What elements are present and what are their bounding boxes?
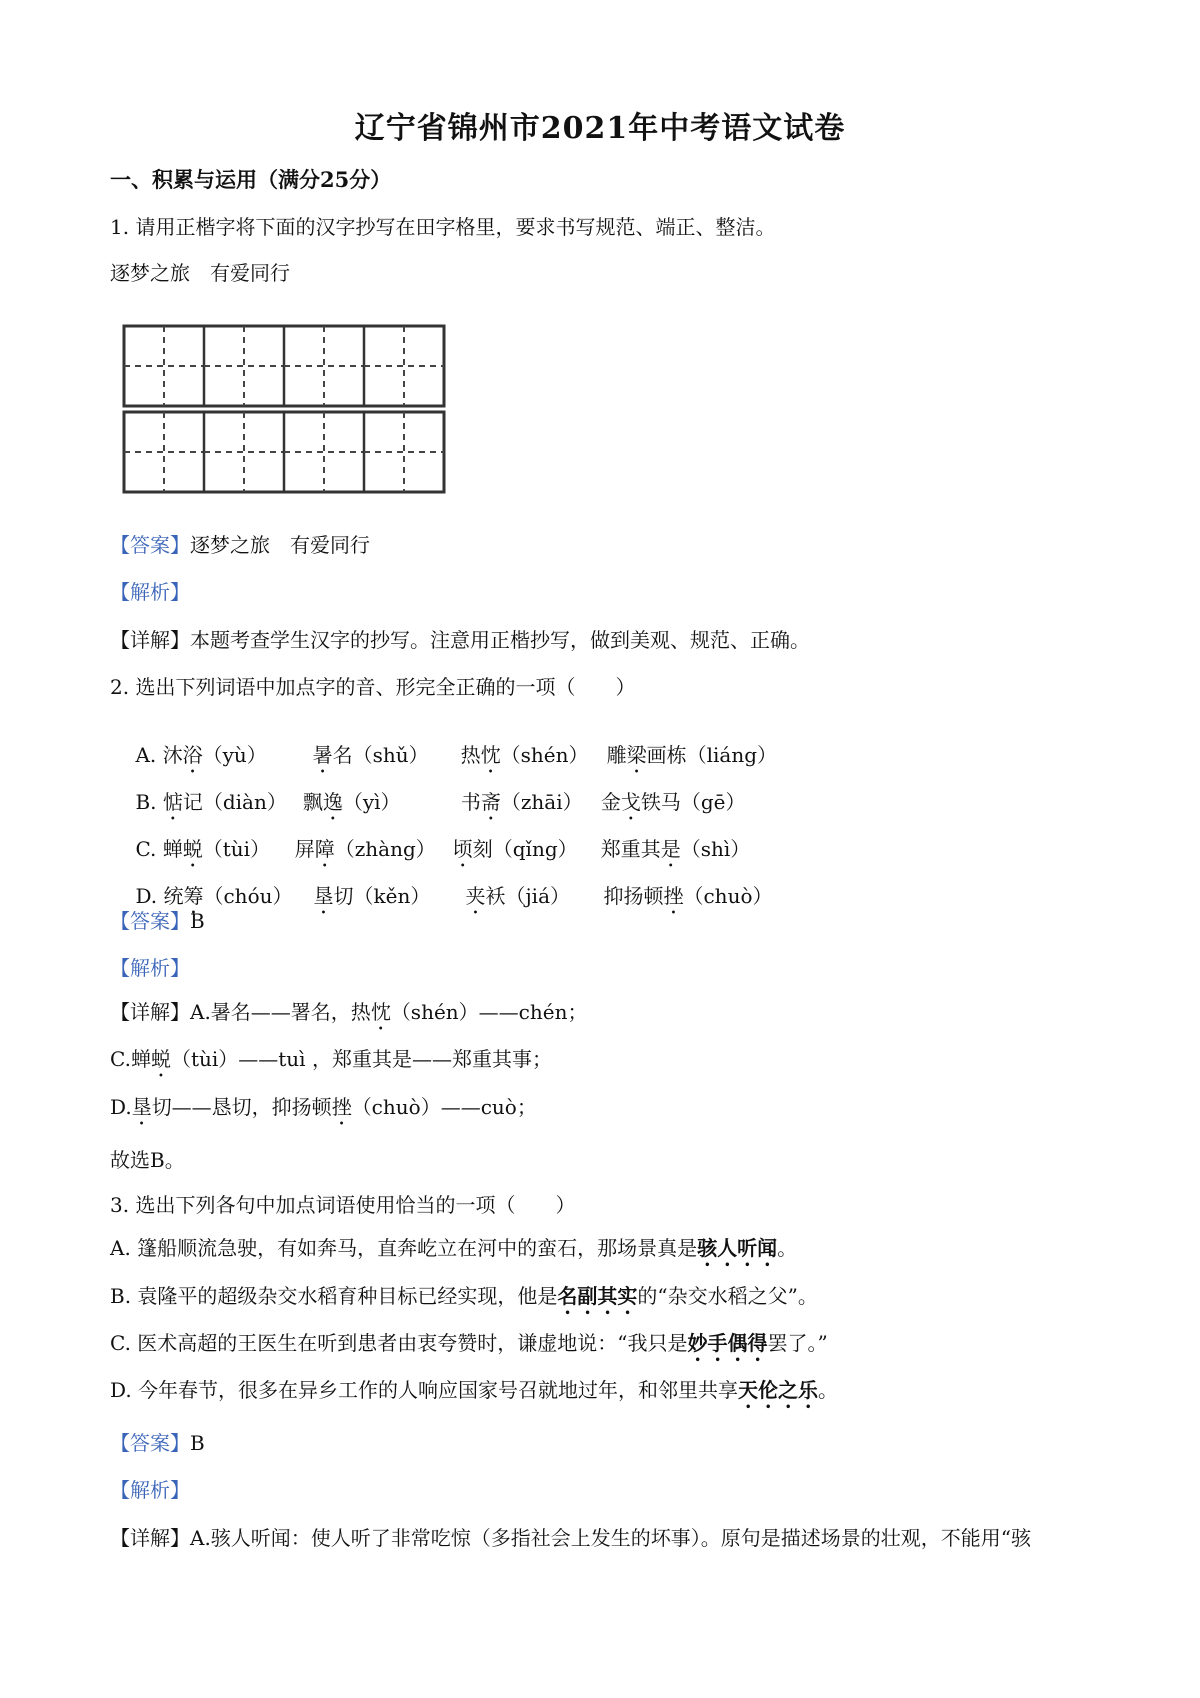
- option-word: 屏障（zhàng）: [294, 837, 436, 861]
- option-word: 郑重其是（shì）: [600, 837, 751, 861]
- option-word: 惦记（diàn）: [162, 790, 287, 814]
- q2-option-d: [110, 854, 773, 947]
- q3-detail-line: [110, 1524, 1031, 1552]
- q3-option-a: [110, 1234, 797, 1271]
- q1-detail-line: [110, 626, 810, 654]
- option-text: C. 医术高超的王医生在听到患者由衷夸赞时，谦虚地说：“我只是: [110, 1331, 688, 1355]
- q1-stem: 1. 请用正楷字将下面的汉字抄写在田字格里，要求书写规范、端正、整洁。: [110, 215, 776, 239]
- q3-option-c: [110, 1329, 828, 1366]
- q2-stem: 2. 选出下列词语中加点字的音、形完全正确的一项（ ）: [110, 675, 636, 699]
- detail-tag: 【详解】: [110, 1000, 190, 1024]
- q1-answer-line: [110, 531, 370, 559]
- detail-tag: 【详解】: [110, 628, 190, 652]
- option-letter: D.: [135, 884, 164, 908]
- option-word: 雕梁画栋（liáng）: [606, 743, 778, 767]
- option-word: 书斋（zhāi）: [460, 790, 583, 814]
- section-heading: 一、积累与运用（满分25分）: [110, 167, 392, 192]
- option-word: 统筹（chóu）: [163, 884, 293, 908]
- option-word: 蝉蜕（tùi）: [162, 837, 271, 861]
- option-word: 垦切（kěn）: [313, 884, 431, 908]
- option-word: 夹袄（jiá）: [465, 884, 571, 908]
- detail-tag: 【详解】: [110, 1526, 190, 1550]
- q3-answer-line: [110, 1429, 205, 1457]
- option-text: A. 篷船顺流急驶，有如奔马，直奔屹立在河中的蛮石，那场景真是: [110, 1236, 698, 1260]
- q1-text: 逐梦之旅 有爱同行: [110, 261, 290, 285]
- option-text: 的“杂交水稻之父”。: [637, 1284, 818, 1308]
- q2-answer-line: [110, 907, 205, 935]
- answer-tag: 【答案】: [110, 1431, 190, 1455]
- option-word: 飘逸（yì）: [302, 790, 401, 814]
- answer-tag: 【答案】: [110, 909, 190, 933]
- q2-answer: B: [190, 909, 205, 933]
- q2-conclusion: 故选B。: [110, 1148, 185, 1172]
- q2-detail-d: D.垦切——恳切，抑扬顿挫（chuò）——cuò；: [110, 1095, 537, 1119]
- option-text: 。: [818, 1378, 839, 1402]
- q2-detail-a: 【详解】A.暑名——署名，热忱（shén）——chén；: [110, 1000, 588, 1024]
- q1-answer: 逐梦之旅 有爱同行: [190, 533, 370, 557]
- q3-answer: B: [190, 1431, 205, 1455]
- option-letter: A.: [135, 743, 163, 767]
- q1-analysis-tag: 【解析】: [110, 580, 190, 604]
- q3-option-b: [110, 1282, 818, 1319]
- answer-tag: 【答案】: [110, 533, 190, 557]
- q3-detail: A.骇人听闻：使人听了非常吃惊（多指社会上发生的坏事）。原句是描述场景的壮观，不能用“骇: [190, 1526, 1032, 1550]
- dotted-term: 名副其实: [557, 1284, 638, 1308]
- q1-detail: 本题考查学生汉字的抄写。注意用正楷抄写，做到美观、规范、正确。: [190, 628, 810, 652]
- option-word: 抑扬顿挫（chuò）: [603, 884, 773, 908]
- option-word: 顷刻（qǐng）: [452, 837, 578, 861]
- option-text: 罢了。”: [767, 1331, 828, 1355]
- option-text: B. 袁隆平的超级杂交水稻育种目标已经实现，他是: [110, 1284, 558, 1308]
- option-word: 热忱（shén）: [460, 743, 589, 767]
- option-word: 沐浴（yù）: [162, 743, 267, 767]
- option-word: 金戈铁马（gē）: [600, 790, 746, 814]
- option-word: 暑名（shǔ）: [312, 743, 429, 767]
- tianzige-grid: [120, 322, 455, 497]
- q2-detail-c: C.蝉蜕（tùi）——tuì ，郑重其是——郑重其事；: [110, 1047, 552, 1071]
- q3-analysis-tag: 【解析】: [110, 1478, 190, 1502]
- option-text: D. 今年春节，很多在异乡工作的人响应国家号召就地过年，和邻里共享: [110, 1378, 739, 1402]
- dotted-term: 天伦之乐: [738, 1378, 819, 1402]
- q2-analysis-tag: 【解析】: [110, 956, 190, 980]
- dotted-term: 妙手偶得: [687, 1331, 768, 1355]
- q3-option-d: [110, 1376, 838, 1413]
- option-text: 。: [777, 1236, 798, 1260]
- page-title: 辽宁省锦州市2021年中考语文试卷: [354, 111, 846, 146]
- q3-stem: 3. 选出下列各句中加点词语使用恰当的一项（ ）: [110, 1193, 576, 1217]
- dotted-term: 骇人听闻: [697, 1236, 778, 1260]
- option-letter: C.: [135, 837, 163, 861]
- option-letter: B.: [135, 790, 163, 814]
